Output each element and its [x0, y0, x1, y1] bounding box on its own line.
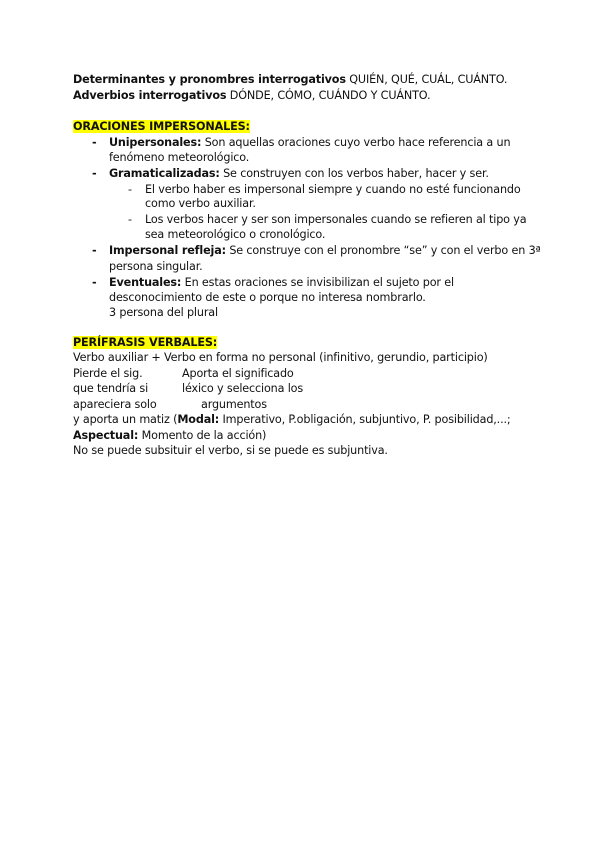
auxiliar-note-line-1: Pierde el sig.: [73, 367, 143, 380]
main-verb-note-line-1: Aporta el significado: [182, 367, 294, 380]
perifrasis-heading: PERÍFRASIS VERBALES:: [73, 336, 218, 349]
aspectual-line: [73, 429, 266, 443]
gramaticalizadas-text: Se construyen con los verbos haber, hacer y ser.: [219, 167, 489, 180]
haber-line: El verbo haber es impersonal siempre y cuando no esté funcionando: [145, 183, 521, 196]
refleja-line: [109, 244, 541, 258]
sub-bullet-marker: -: [128, 213, 133, 226]
gramaticalizadas-line: [109, 167, 489, 181]
bullet-marker: -: [92, 167, 97, 180]
eventuales-label: Eventuales:: [109, 276, 182, 289]
perifrasis-heading-line: [73, 336, 217, 350]
interrogatives-line: [73, 73, 507, 87]
auxiliar-note-line-2: que tendría si: [73, 382, 149, 395]
eventuales-text: En estas oraciones se invisibilizan el sujeto por el: [181, 276, 454, 289]
unipersonales-line: [109, 136, 510, 150]
interrogatives-label: Determinantes y pronombres interrogativos: [73, 73, 346, 86]
refleja-continuation: persona singular.: [109, 260, 203, 273]
substitution-note: No se puede subsituir el verbo, si se puede es subjuntiva.: [73, 444, 388, 457]
bullet-marker: -: [92, 244, 97, 257]
modal-label: Modal:: [177, 413, 220, 426]
bullet-marker: -: [92, 276, 97, 289]
interrogatives-text: QUIÉN, QUÉ, CUÁL, CUÁNTO.: [345, 73, 508, 86]
eventuales-line: [109, 276, 454, 290]
unipersonales-label: Unipersonales:: [109, 136, 202, 149]
matiz-prefix: y aporta un matiz (: [73, 413, 178, 426]
refleja-label: Impersonal refleja:: [109, 244, 226, 257]
unipersonales-text: Son aquellas oraciones cuyo verbo hace referencia a un: [201, 136, 511, 149]
auxiliar-note-line-3: apareciera solo: [73, 398, 157, 411]
adverbs-label: Adverbios interrogativos: [73, 89, 227, 102]
aspectual-label: Aspectual:: [73, 429, 139, 442]
impersonales-heading-line: [73, 120, 250, 134]
adverbs-line: [73, 89, 430, 103]
sub-bullet-marker: -: [128, 183, 133, 196]
hacer-ser-line: Los verbos hacer y ser son impersonales cuando se refieren al tipo ya: [145, 213, 527, 226]
matiz-line: [73, 413, 511, 427]
eventuales-note: 3 persona del plural: [109, 306, 218, 319]
eventuales-continuation: desconocimiento de este o porque no interesa nombrarlo.: [109, 291, 426, 304]
perifrasis-definition: Verbo auxiliar + Verbo en forma no personal (infinitivo, gerundio, participio): [73, 351, 488, 364]
modal-text: Imperativo, P.obligación, subjuntivo, P. posibilidad,...;: [219, 413, 511, 426]
main-verb-note-line-2: léxico y selecciona los: [182, 382, 304, 395]
refleja-text: Se construye con el pronombre “se” y con el verbo en 3ª: [225, 244, 541, 257]
adverbs-text: DÓNDE, CÓMO, CUÁNDO Y CUÁNTO.: [226, 89, 431, 102]
gramaticalizadas-label: Gramaticalizadas:: [109, 167, 220, 180]
aspectual-text: Momento de la acción): [138, 429, 267, 442]
impersonales-heading: ORACIONES IMPERSONALES:: [73, 120, 250, 133]
hacer-ser-continuation: sea meteorológico o cronológico.: [145, 228, 326, 241]
bullet-marker: -: [92, 136, 97, 149]
main-verb-note-line-3: argumentos: [201, 398, 267, 411]
unipersonales-continuation: fenómeno meteorológico.: [109, 151, 250, 164]
haber-continuation: como verbo auxiliar.: [145, 197, 256, 210]
